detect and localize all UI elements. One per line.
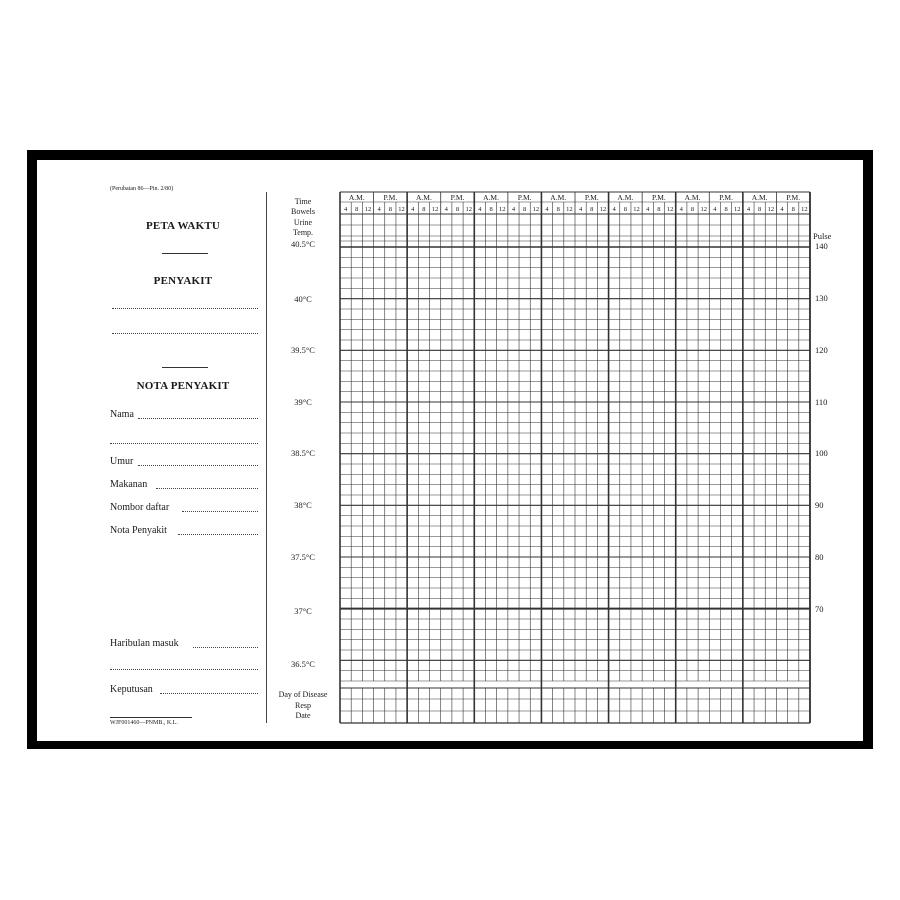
- hour-label: 12: [633, 206, 640, 213]
- pm-header: P.M.: [584, 193, 599, 202]
- hour-label: 12: [499, 206, 506, 213]
- row-label-bowels: Bowels: [291, 207, 315, 216]
- hour-label: 8: [724, 206, 728, 213]
- hour-label: 4: [478, 206, 482, 213]
- pm-header: P.M.: [786, 193, 801, 202]
- am-header: A.M.: [348, 193, 365, 202]
- hour-label: 4: [411, 206, 415, 213]
- pm-header: P.M.: [719, 193, 733, 202]
- hour-label: 8: [422, 206, 426, 213]
- pm-header: P.M.: [383, 193, 398, 202]
- pulse-value-90: 90: [815, 500, 824, 510]
- pulse-value-70: 70: [815, 604, 824, 614]
- temp-label-36-5: 36.5°C: [291, 659, 315, 669]
- hour-label: 4: [612, 206, 616, 213]
- row-label-date: Date: [295, 711, 311, 720]
- hour-label: 12: [801, 206, 808, 213]
- hour-label: 12: [431, 206, 439, 213]
- hour-label: 12: [398, 206, 405, 213]
- hour-label: 8: [690, 206, 695, 213]
- row-label-day-of-disease: Day of Disease: [278, 690, 328, 699]
- am-header: A.M.: [483, 193, 499, 202]
- hour-label: 4: [713, 206, 717, 213]
- pulse-label: Pulse: [813, 231, 832, 241]
- pm-header: P.M.: [517, 193, 532, 202]
- hour-label: 8: [657, 206, 661, 213]
- hour-label: 12: [666, 206, 674, 213]
- hour-label: 12: [532, 206, 540, 213]
- am-header: A.M.: [751, 193, 768, 202]
- am-header: A.M.: [550, 193, 567, 202]
- pulse-value-130: 130: [815, 293, 828, 303]
- row-label-time: Time: [294, 197, 312, 206]
- form-footer-code: WJF001460—PNMB., K.L.: [110, 720, 178, 726]
- hour-label: 8: [590, 206, 594, 213]
- hour-label: 8: [556, 206, 560, 213]
- hour-label: 4: [444, 206, 448, 213]
- hour-label: 12: [700, 206, 707, 213]
- title-penyakit: PENYAKIT: [153, 275, 213, 287]
- field-label-nama: Nama: [110, 409, 134, 420]
- hour-label: 4: [679, 206, 683, 213]
- hour-label: 4: [511, 206, 516, 213]
- hour-label: 8: [489, 206, 493, 213]
- field-label-nombor-daftar: Nombor daftar: [110, 502, 170, 513]
- hour-label: 4: [746, 206, 751, 213]
- am-header: A.M.: [416, 193, 432, 202]
- pulse-value-140: 140: [815, 241, 828, 251]
- temp-label-37: 37°C: [294, 606, 312, 616]
- temp-label-39: 39°C: [294, 397, 312, 407]
- hour-label: 8: [523, 206, 527, 213]
- row-label-temp: Temp.: [292, 228, 314, 237]
- hour-label: 12: [465, 206, 472, 213]
- hour-label: 12: [566, 206, 573, 213]
- pulse-value-110: 110: [815, 397, 828, 407]
- field-label-umur: Umur: [110, 456, 134, 467]
- hour-label: 8: [623, 206, 627, 213]
- hour-label: 4: [343, 206, 348, 213]
- pulse-value-100: 100: [815, 448, 828, 458]
- row-label-resp: Resp: [295, 701, 311, 710]
- field-label-nota-penyakit: Nota Penyakit: [110, 525, 167, 536]
- hour-label: 12: [599, 206, 607, 213]
- field-label-haribulan-masuk: Haribulan masuk: [110, 638, 179, 649]
- title-nota-penyakit: NOTA PENYAKIT: [136, 380, 230, 392]
- hour-label: 12: [364, 206, 372, 213]
- am-header: A.M.: [617, 193, 634, 202]
- temp-label-39-5: 39.5°C: [291, 345, 315, 355]
- hour-label: 4: [646, 206, 650, 213]
- hour-label: 4: [780, 206, 784, 213]
- hour-label: 12: [734, 206, 741, 213]
- hour-label: 8: [758, 206, 762, 213]
- title-peta-waktu: PETA WAKTU: [145, 220, 221, 232]
- temp-label-38-5: 38.5°C: [291, 448, 315, 458]
- temp-label-37-5: 37.5°C: [291, 552, 315, 562]
- pulse-value-80: 80: [815, 552, 824, 562]
- form-revision: (Perubatan 86—Pin. 2/80): [110, 186, 174, 192]
- pulse-value-120: 120: [815, 345, 828, 355]
- hour-label: 8: [355, 206, 359, 213]
- temp-label-40-5: 40.5°C: [291, 239, 315, 249]
- hour-label: 8: [388, 206, 392, 213]
- temp-label-38: 38°C: [294, 500, 312, 510]
- hour-label: 8: [791, 206, 795, 213]
- hour-label: 8: [455, 206, 460, 213]
- hour-label: 12: [767, 206, 775, 213]
- am-header: A.M.: [684, 193, 701, 202]
- temp-label-40: 40°C: [294, 294, 312, 304]
- hour-label: 4: [545, 206, 549, 213]
- row-label-urine: Urine: [293, 218, 313, 227]
- field-label-makanan: Makanan: [110, 479, 148, 490]
- field-label-keputusan: Keputusan: [110, 684, 153, 695]
- hour-label: 4: [377, 206, 381, 213]
- hour-label: 4: [578, 206, 583, 213]
- pm-header: P.M.: [450, 193, 465, 202]
- pm-header: P.M.: [652, 193, 666, 202]
